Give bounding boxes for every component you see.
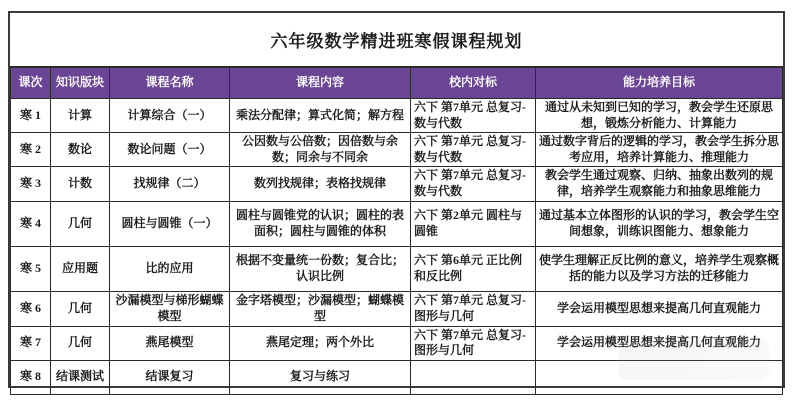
cell-course-name: 比的应用	[110, 246, 230, 291]
cell-ability-goal: 学会运用模型思想来提高几何直观能力	[536, 326, 783, 360]
cell-school-alignment: 六下 第7单元 总复习-图形与几何	[411, 326, 536, 360]
cell-course-content: 根据不变量统一份数；复合比；认识比例	[230, 246, 411, 291]
cell-lesson: 寒 1	[11, 99, 51, 133]
cell-school-alignment: 六下 第7单元 总复习-数与代数	[411, 133, 536, 167]
cell-course-name: 燕尾模型	[110, 326, 230, 360]
table-row	[11, 167, 783, 201]
cell-course-content: 数列找规律；表格找规律	[230, 167, 411, 201]
cell-school-alignment: 六下 第7单元 总复习-图形与几何	[411, 291, 536, 326]
cell-knowledge-block: 计算	[51, 99, 110, 133]
cell-course-name: 找规律（二）	[110, 167, 230, 201]
cell-school-alignment: 六下 第7单元 总复习-数与代数	[411, 99, 536, 133]
cell-lesson: 寒 2	[11, 133, 51, 167]
table-row	[11, 246, 783, 291]
table-row	[11, 291, 783, 326]
column-header-course-content: 课程内容	[230, 68, 411, 99]
cell-knowledge-block: 几何	[51, 291, 110, 326]
cell-lesson: 寒 8	[11, 360, 51, 394]
cell-course-content: 复习与练习	[230, 360, 411, 394]
cell-course-name: 结课复习	[110, 360, 230, 394]
cell-knowledge-block: 几何	[51, 201, 110, 246]
page-title: 六年级数学精进班寒假课程规划	[10, 13, 783, 67]
cell-knowledge-block: 计数	[51, 167, 110, 201]
cell-school-alignment: 六下 第2单元 圆柱与圆锥	[411, 201, 536, 246]
course-plan-table	[8, 11, 785, 388]
course-schedule-table	[10, 67, 783, 395]
cell-course-content: 圆柱与圆锥党的认识；圆柱的表面积；圆柱与圆锥的体积	[230, 201, 411, 246]
cell-course-content: 燕尾定理；两个外比	[230, 326, 411, 360]
cell-lesson: 寒 4	[11, 201, 51, 246]
cell-ability-goal: 通过从未知到已知的学习，教会学生还原思想，锻炼分析能力、计算能力	[536, 99, 783, 133]
cell-school-alignment	[411, 360, 536, 394]
column-header-course-name: 课程名称	[110, 68, 230, 99]
cell-course-name: 计算综合（一）	[110, 99, 230, 133]
cell-course-name: 数论问题（一）	[110, 133, 230, 167]
column-header-school-alignment: 校内对标	[411, 68, 536, 99]
cell-ability-goal: 使学生理解正反比例的意义，培养学生观察概括的能力以及学习方法的迁移能力	[536, 246, 783, 291]
cell-course-name: 沙漏模型与梯形蝴蝶模型	[110, 291, 230, 326]
cell-school-alignment: 六下 第6单元 正比例和反比例	[411, 246, 536, 291]
cell-course-content: 乘法分配律；算式化简；解方程	[230, 99, 411, 133]
cell-course-content: 金字塔模型；沙漏模型；蝴蝶模型	[230, 291, 411, 326]
cell-lesson: 寒 5	[11, 246, 51, 291]
cell-ability-goal: 学会运用模型思想来提高几何直观能力	[536, 291, 783, 326]
column-header-ability-goal: 能力培养目标	[536, 68, 783, 99]
cell-knowledge-block: 应用题	[51, 246, 110, 291]
cell-lesson: 寒 6	[11, 291, 51, 326]
cell-course-content: 公因数与公倍数；因倍数与余数；同余与不同余	[230, 133, 411, 167]
table-row	[11, 201, 783, 246]
cell-knowledge-block: 结课测试	[51, 360, 110, 394]
table-row	[11, 99, 783, 133]
cell-knowledge-block: 数论	[51, 133, 110, 167]
cell-ability-goal	[536, 360, 783, 394]
cell-course-name: 圆柱与圆锥（一）	[110, 201, 230, 246]
cell-ability-goal: 教会学生通过观察、归纳、抽象出数列的规律，培养学生观察能力和抽象思维能力	[536, 167, 783, 201]
cell-ability-goal: 通过数字背后的逻辑的学习，教会学生拆分思考应用，培养计算能力、推理能力	[536, 133, 783, 167]
table-row	[11, 326, 783, 360]
cell-lesson: 寒 3	[11, 167, 51, 201]
table-header-row	[11, 68, 783, 99]
table-row	[11, 360, 783, 394]
cell-school-alignment: 六下 第7单元 总复习-数与代数	[411, 167, 536, 201]
cell-knowledge-block: 几何	[51, 326, 110, 360]
column-header-lesson: 课次	[11, 68, 51, 99]
cell-lesson: 寒 7	[11, 326, 51, 360]
cell-ability-goal: 通过基本立体图形的认识的学习，教会学生空间想象，训练识图能力、想象能力	[536, 201, 783, 246]
column-header-knowledge-block: 知识版块	[51, 68, 110, 99]
table-row	[11, 133, 783, 167]
